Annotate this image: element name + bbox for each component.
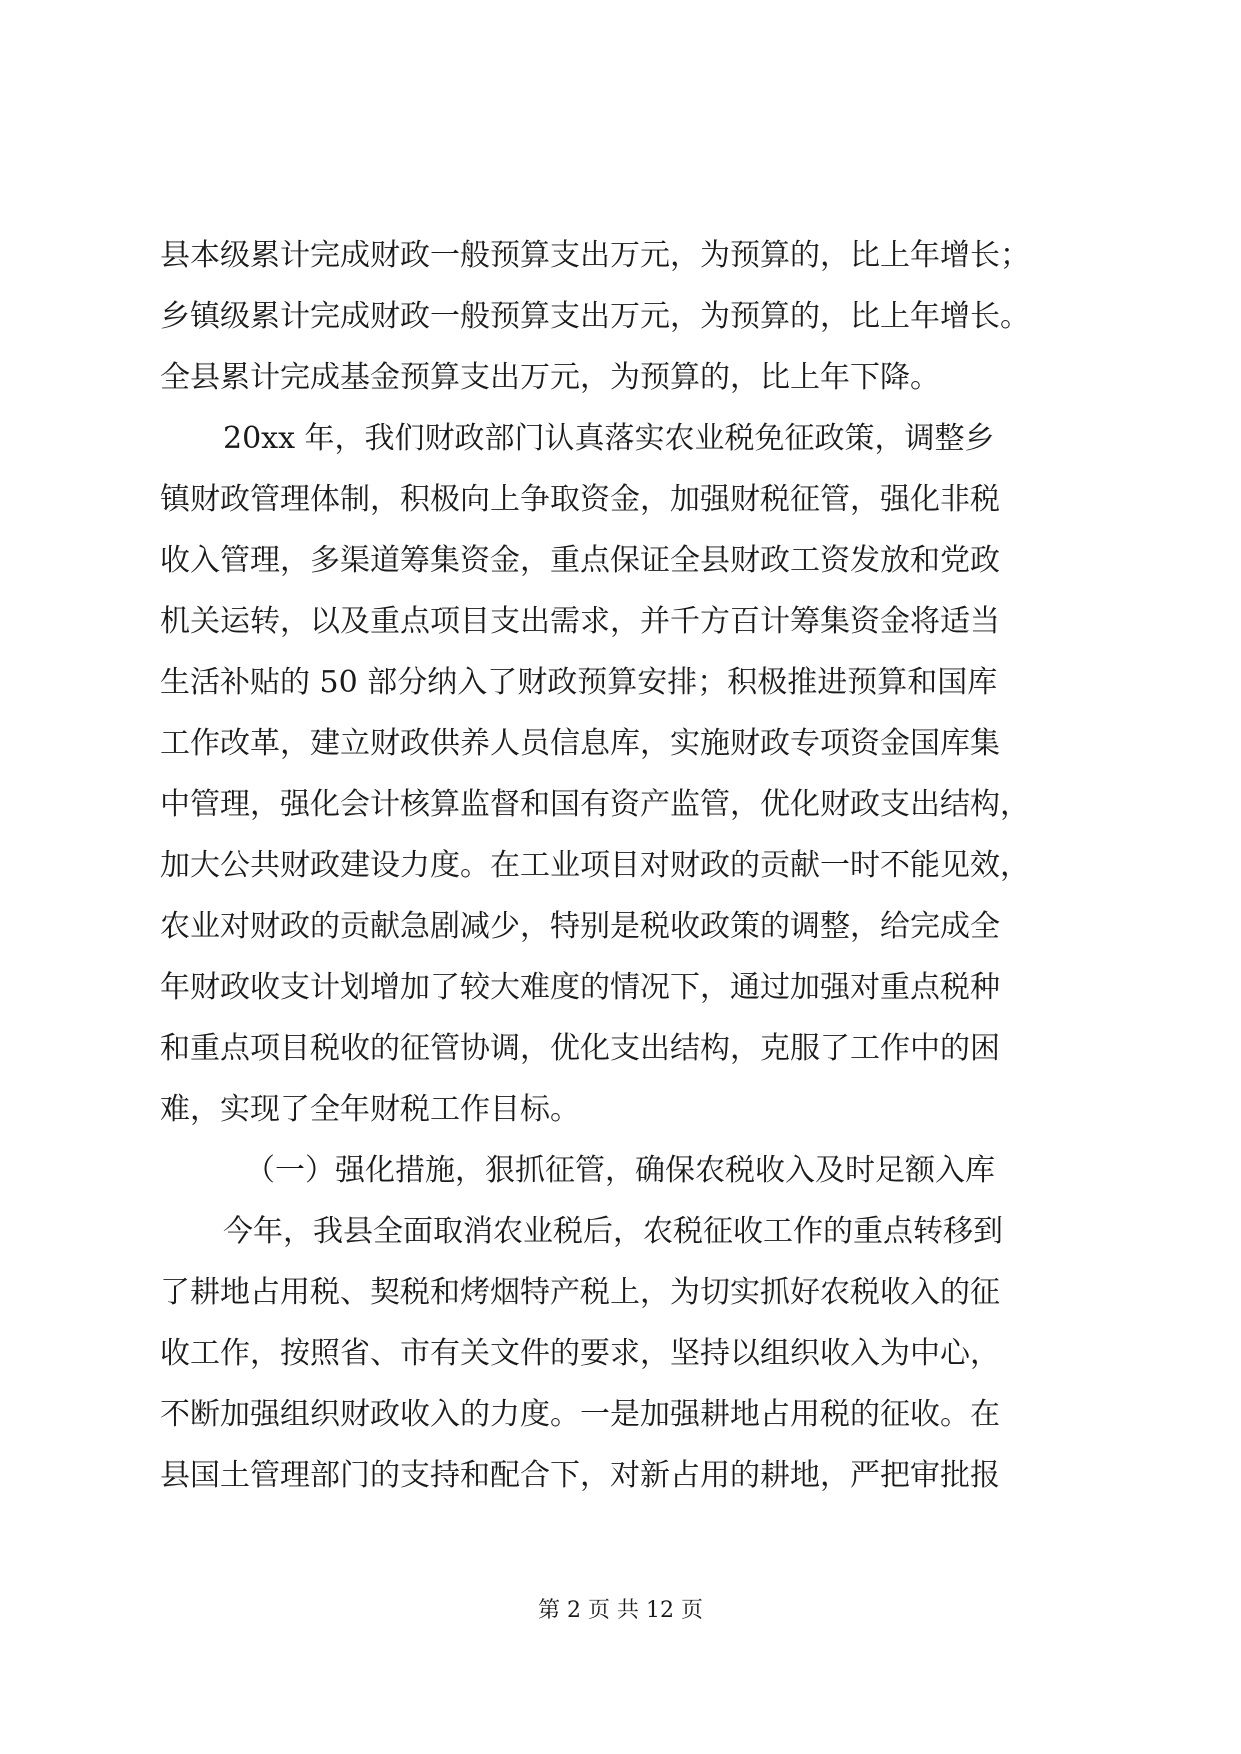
text-line: 工作改革，建立财政供养人员信息库，实施财政专项资金国库集 (160, 726, 1000, 761)
document-body (160, 225, 1100, 1506)
section-heading: （一）强化措施，狠抓征管，确保农税收入及时足额入库 (245, 1153, 995, 1188)
paragraph-first-line: 20xx 年，我们财政部门认真落实农业税免征政策，调整乡 (223, 421, 995, 456)
text-line: 收入管理，多渠道筹集资金，重点保证全县财政工资发放和党政 (160, 543, 1000, 578)
page-footer: 第 2 页 共 12 页 (538, 1598, 703, 1623)
text-line: 县国土管理部门的支持和配合下，对新占用的耕地，严把审批报 (160, 1458, 1000, 1493)
text-line: 全县累计完成基金预算支出万元，为预算的，比上年下降。 (160, 360, 940, 395)
text-line: 乡镇级累计完成财政一般预算支出万元，为预算的，比上年增长。 (160, 299, 1030, 334)
paragraph-first-line: 今年，我县全面取消农业税后，农税征收工作的重点转移到 (223, 1214, 1003, 1249)
text-line: 年财政收支计划增加了较大难度的情况下，通过加强对重点税种 (160, 970, 1000, 1005)
text-line: 农业对财政的贡献急剧减少，特别是税收政策的调整，给完成全 (160, 909, 1000, 944)
text-line: 机关运转，以及重点项目支出需求，并千方百计筹集资金将适当 (160, 604, 1000, 639)
text-line: 加大公共财政建设力度。在工业项目对财政的贡献一时不能见效， (160, 848, 1030, 883)
text-line: 不断加强组织财政收入的力度。一是加强耕地占用税的征收。在 (160, 1397, 1000, 1432)
text-line: 收工作，按照省、市有关文件的要求，坚持以组织收入为中心， (160, 1336, 1000, 1371)
text-line: 和重点项目税收的征管协调，优化支出结构，克服了工作中的困 (160, 1031, 1000, 1066)
text-line: 了耕地占用税、契税和烤烟特产税上，为切实抓好农税收入的征 (160, 1275, 1000, 1310)
text-line: 县本级累计完成财政一般预算支出万元，为预算的，比上年增长； (160, 238, 1030, 273)
text-line: 生活补贴的 50 部分纳入了财政预算安排；积极推进预算和国库 (160, 665, 998, 700)
text-line: 难，实现了全年财税工作目标。 (160, 1092, 580, 1127)
text-line: 镇财政管理体制，积极向上争取资金，加强财税征管，强化非税 (160, 482, 1000, 517)
text-line: 中管理，强化会计核算监督和国有资产监管，优化财政支出结构， (160, 787, 1030, 822)
